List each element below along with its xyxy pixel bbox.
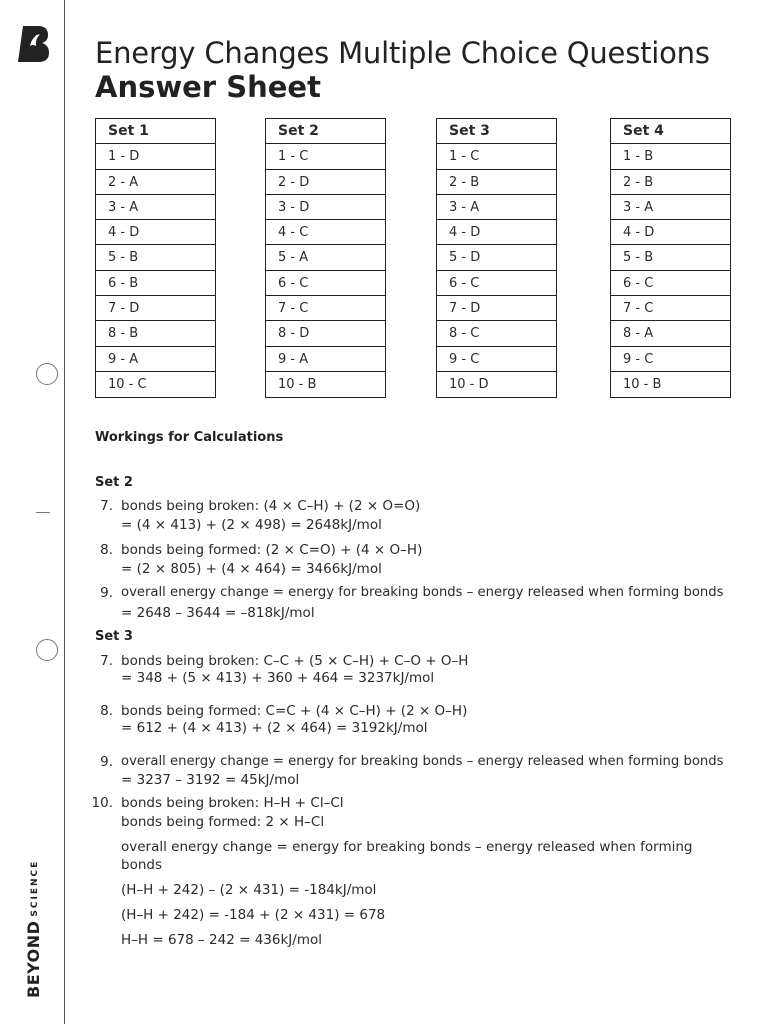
answer-cell: 9 - C <box>611 347 730 372</box>
set3-heading: Set 3 <box>95 629 133 644</box>
answer-cell: 1 - C <box>437 144 556 169</box>
answer-cell: 5 - A <box>266 245 385 270</box>
brand-word-beyond: BEYOND <box>24 920 43 998</box>
working-line: bonds being broken: H–H + Cl–Cl <box>121 795 344 811</box>
answer-cell: 2 - A <box>96 170 215 195</box>
table-header: Set 2 <box>266 119 385 144</box>
answer-cell: 9 - A <box>96 347 215 372</box>
answer-cell: 1 - D <box>96 144 215 169</box>
working-line: = 612 + (4 × 413) + (2 × 464) = 3192kJ/mol <box>121 720 428 736</box>
answer-table-set-3 <box>436 118 557 398</box>
page-subtitle: Answer Sheet <box>95 70 321 104</box>
page-title: Energy Changes Multiple Choice Questions <box>95 36 710 70</box>
workings-heading: Workings for Calculations <box>95 430 284 445</box>
answer-cell: 5 - B <box>96 245 215 270</box>
answer-cell: 9 - C <box>437 347 556 372</box>
answer-cell: 1 - B <box>611 144 730 169</box>
item-number: 8. <box>100 542 113 558</box>
answer-cell: 1 - C <box>266 144 385 169</box>
working-line: = 3237 – 3192 = 45kJ/mol <box>121 772 300 788</box>
answer-cell: 10 - C <box>108 376 147 392</box>
item-number: 9. <box>100 585 113 601</box>
working-line: bonds being broken: (4 × C–H) + (2 × O=O) <box>121 498 421 514</box>
item-number: 7. <box>100 653 113 669</box>
working-line: bonds being broken: C–C + (5 × C–H) + C–O + O–H <box>121 653 469 669</box>
answer-cell: 2 - B <box>611 170 730 195</box>
table-header: Set 1 <box>96 119 215 144</box>
answer-cell: 4 - D <box>437 220 556 245</box>
answer-cell: 8 - D <box>266 321 385 346</box>
margin-line <box>64 0 65 1024</box>
answer-cell: 10 - B <box>623 376 662 392</box>
answer-cell: 5 - B <box>611 245 730 270</box>
working-line: overall energy change = energy for breaking bonds – energy released when forming bonds <box>121 585 724 600</box>
answer-cell: 10 - D <box>449 376 489 392</box>
item-number: 10. <box>91 795 113 811</box>
working-line: H–H = 678 – 242 = 436kJ/mol <box>121 932 322 948</box>
answer-table-set-4 <box>610 118 731 398</box>
answer-cell: 3 - A <box>437 195 556 220</box>
working-line: overall energy change = energy for breaking bonds – energy released when forming <box>121 839 693 855</box>
binder-hole <box>36 363 58 385</box>
answer-cell: 3 - A <box>96 195 215 220</box>
item-number: 7. <box>100 498 113 514</box>
brand-word-science: SCIENCE <box>30 859 40 917</box>
working-line: overall energy change = energy for breaking bonds – energy released when forming bonds <box>121 754 724 769</box>
working-line: bonds being formed: C=C + (4 × C–H) + (2 × O–H) <box>121 703 468 719</box>
working-line: bonds <box>121 857 162 873</box>
table-header: Set 4 <box>611 119 730 144</box>
answer-cell: 3 - A <box>611 195 730 220</box>
set2-heading: Set 2 <box>95 475 133 490</box>
working-line: (H–H + 242) – (2 × 431) = -184kJ/mol <box>121 882 377 898</box>
working-line: = 2648 – 3644 = –818kJ/mol <box>121 605 315 621</box>
beyond-b-logo-icon <box>16 24 50 64</box>
answer-cell: 6 - C <box>266 271 385 296</box>
answer-cell: 2 - B <box>437 170 556 195</box>
answer-cell: 7 - D <box>437 296 556 321</box>
answer-table-set-1 <box>95 118 216 398</box>
answer-cell: 3 - D <box>266 195 385 220</box>
working-line: bonds being formed: 2 × H–Cl <box>121 814 325 830</box>
answer-table-set-2 <box>265 118 386 398</box>
answer-cell: 6 - C <box>437 271 556 296</box>
item-number: 8. <box>100 703 113 719</box>
answer-cell: 7 - C <box>611 296 730 321</box>
binder-hole <box>36 639 58 661</box>
brand-wordmark <box>24 860 43 998</box>
answer-cell: 2 - D <box>266 170 385 195</box>
working-line: = (2 × 805) + (4 × 464) = 3466kJ/mol <box>121 561 382 577</box>
item-number: 9. <box>100 754 113 770</box>
working-line: = (4 × 413) + (2 × 498) = 2648kJ/mol <box>121 517 382 533</box>
answer-cell: 6 - B <box>96 271 215 296</box>
answer-cell: 7 - C <box>266 296 385 321</box>
answer-cell: 9 - A <box>266 347 385 372</box>
working-line: bonds being formed: (2 × C=O) + (4 × O–H) <box>121 542 423 558</box>
working-line: = 348 + (5 × 413) + 360 + 464 = 3237kJ/mol <box>121 670 435 686</box>
answer-cell: 4 - D <box>611 220 730 245</box>
answer-cell: 7 - D <box>96 296 215 321</box>
answer-cell: 8 - A <box>611 321 730 346</box>
answer-cell: 8 - C <box>437 321 556 346</box>
answer-cell: 8 - B <box>96 321 215 346</box>
answer-cell: 10 - B <box>278 376 317 392</box>
answer-cell: 5 - D <box>437 245 556 270</box>
answer-cell: 6 - C <box>611 271 730 296</box>
answer-cell: 4 - D <box>96 220 215 245</box>
table-header: Set 3 <box>437 119 556 144</box>
answer-cell: 4 - C <box>266 220 385 245</box>
working-line: (H–H + 242) = -184 + (2 × 431) = 678 <box>121 907 386 923</box>
fold-mark <box>36 512 50 513</box>
